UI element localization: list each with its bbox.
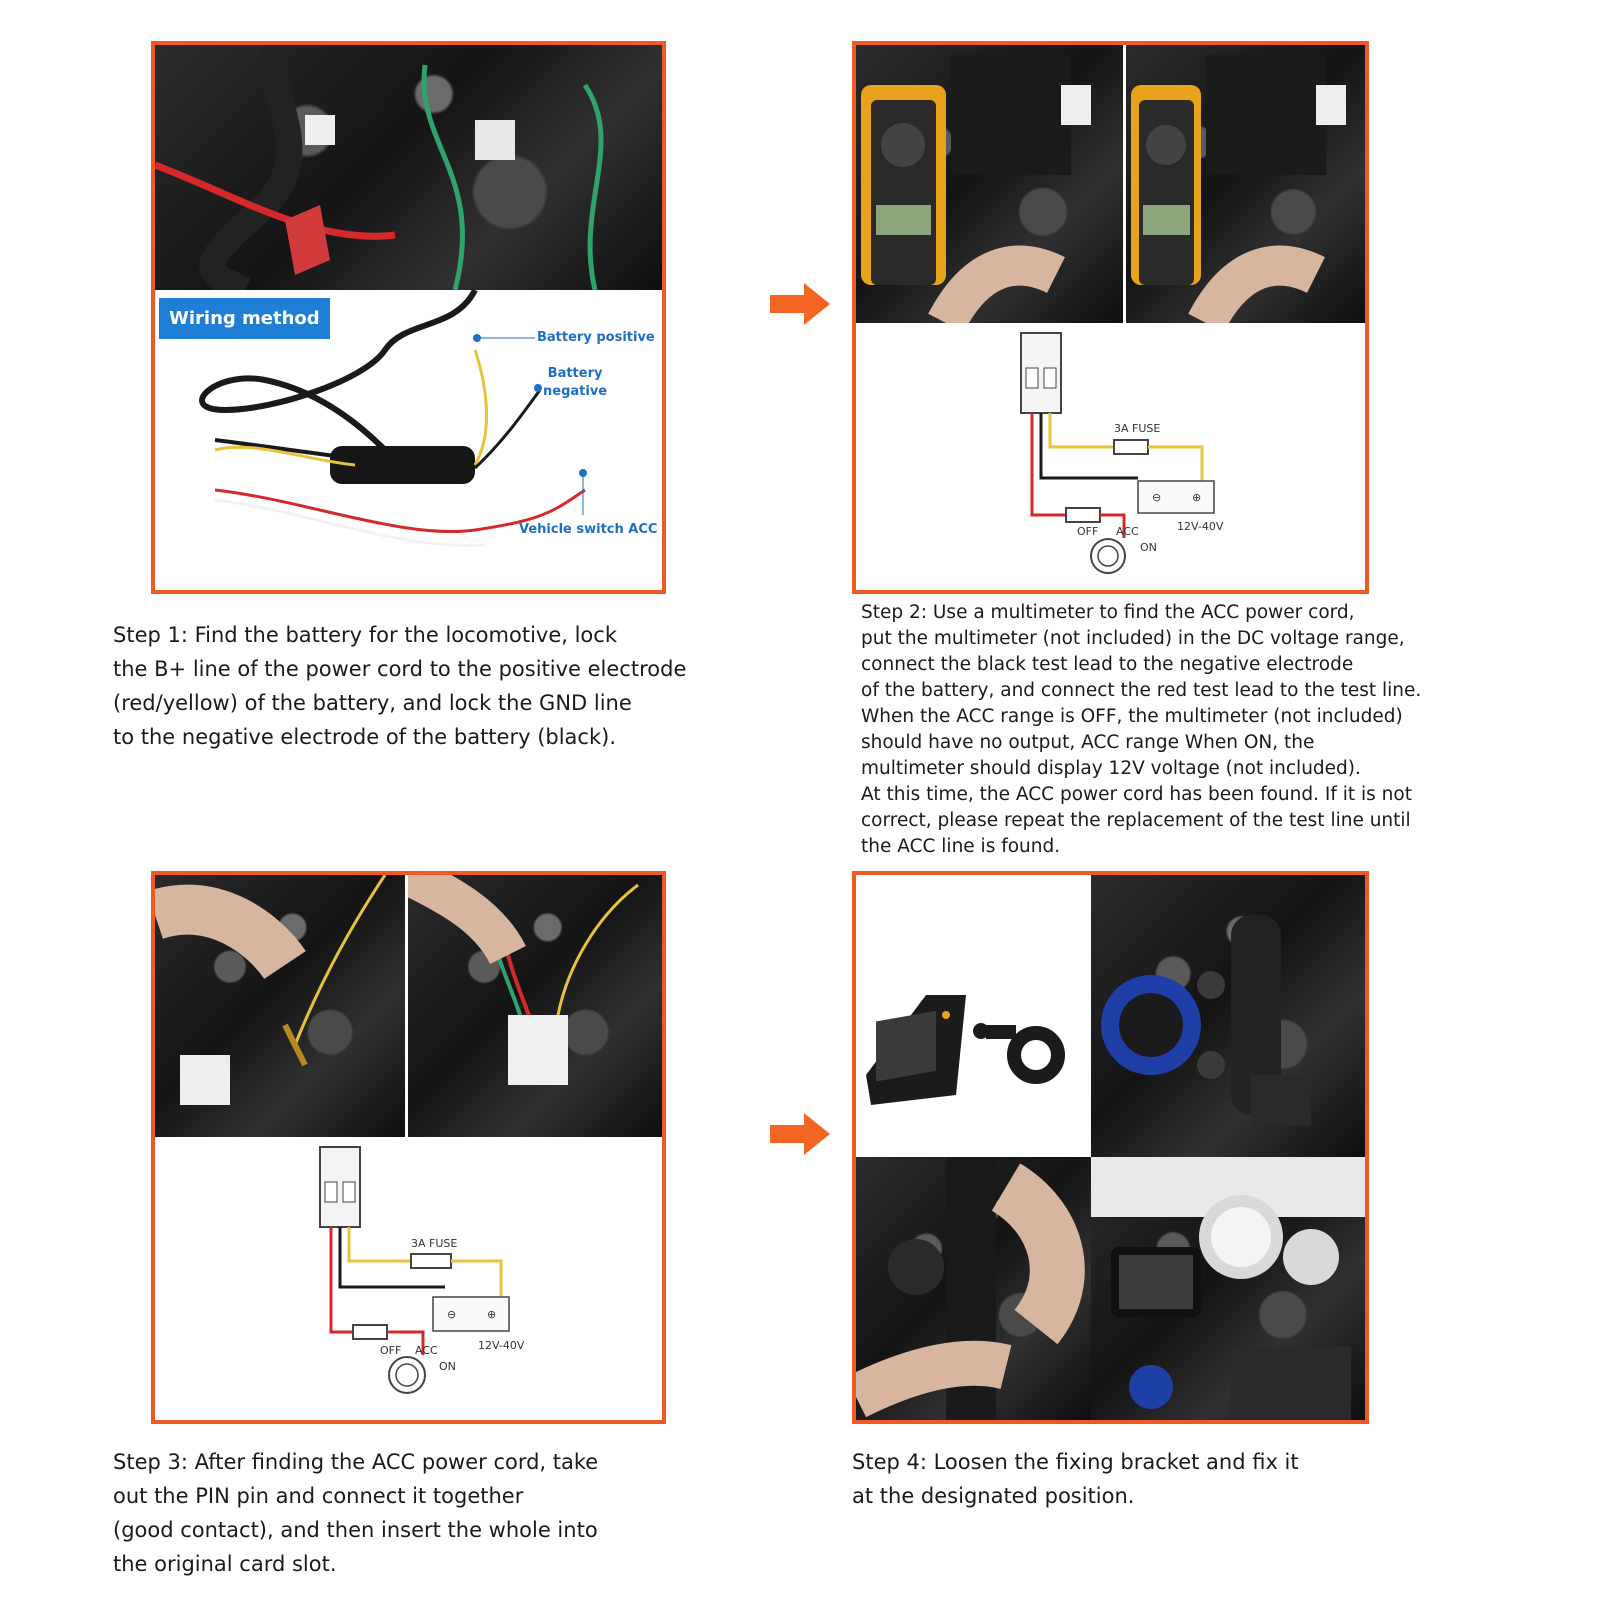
pin-connect-photo-left [155, 875, 405, 1137]
plus-terminal-step3: ⊕ [487, 1308, 497, 1321]
pin-connect-photo-right [408, 875, 662, 1137]
handlebar-photo-top [1091, 875, 1365, 1157]
fuse-label: 3A FUSE [1114, 422, 1161, 435]
step4-text: Step 4: Loosen the fixing bracket and fix it at the designated position. [852, 1450, 1299, 1508]
pin-illustration-left [155, 875, 405, 1137]
step1-engine-photo [155, 45, 662, 290]
installed-dashcam-photo [1091, 1157, 1365, 1420]
off-label: OFF [1077, 525, 1099, 538]
step2-panel [852, 41, 1369, 594]
multimeter-photo-right [1126, 45, 1365, 323]
step1-wires-illustration [155, 45, 662, 290]
acc-circuit-diagram [856, 323, 1365, 590]
acc-label: ACC [1116, 525, 1139, 538]
wiring-method-badge: Wiring method [159, 298, 330, 339]
vehicle-switch-acc-label: Vehicle switch ACC [519, 522, 658, 537]
acc-circuit-diagram-step3 [155, 1137, 662, 1420]
mount-installation-photo [856, 1157, 1091, 1420]
pin-illustration-right [408, 875, 662, 1137]
on-label: ON [1140, 541, 1157, 554]
multimeter-photo-left [856, 45, 1123, 323]
step2-text: Step 2: Use a multimeter to find the ACC power cord, put the multimeter (not included) in the DC voltage range, connect the black test lead to the negative electrode of the battery, and connect the red test lead to the test line. When the ACC range is OFF, the multimeter (not included) should have no output, ACC range When ON, the multimeter should display 12V voltage (not included). At this time, the ACC power cord has been found. If it is not correct, please repeat the replacement of the test line until the ACC line is found. [861, 602, 1422, 857]
arrow-right-icon [770, 1113, 830, 1155]
off-label-step3: OFF [380, 1344, 402, 1357]
battery-negative-label: Battery negative [543, 366, 608, 399]
step1-text: Step 1: Find the battery for the locomotive, lock the B+ line of the power cord to the positive electrode (red/yellow) of the battery, and lock the GND line to the negative electrode of the battery (black). [113, 623, 687, 749]
acc-label-step3: ACC [415, 1344, 438, 1357]
voltage-label-step3: 12V-40V [478, 1339, 525, 1352]
arrow-right-icon [770, 283, 830, 325]
handlebar-illustration-top [1091, 875, 1365, 1157]
installed-dashcam-illustration [1091, 1157, 1365, 1420]
dashcam-and-bracket-photo [856, 875, 1091, 1157]
battery-positive-label: Battery positive [537, 330, 655, 345]
on-label-step3: ON [439, 1360, 456, 1373]
step3-panel [151, 871, 666, 1424]
voltage-label: 12V-40V [1177, 520, 1224, 533]
fuse-label-step3: 3A FUSE [411, 1237, 458, 1250]
minus-terminal-step3: ⊖ [447, 1308, 457, 1321]
mount-illustration [856, 1157, 1091, 1420]
step3-text: Step 3: After finding the ACC power cord, take out the PIN pin and connect it together (good contact), and then insert the whole into the original card slot. [113, 1450, 599, 1576]
multimeter-illustration-left [856, 45, 1123, 323]
plus-terminal: ⊕ [1192, 491, 1202, 504]
minus-terminal: ⊖ [1152, 491, 1162, 504]
dashcam-bracket-illustration [856, 875, 1091, 1157]
multimeter-illustration-right [1126, 45, 1365, 323]
step1-panel [151, 41, 666, 594]
step4-panel [852, 871, 1369, 1424]
